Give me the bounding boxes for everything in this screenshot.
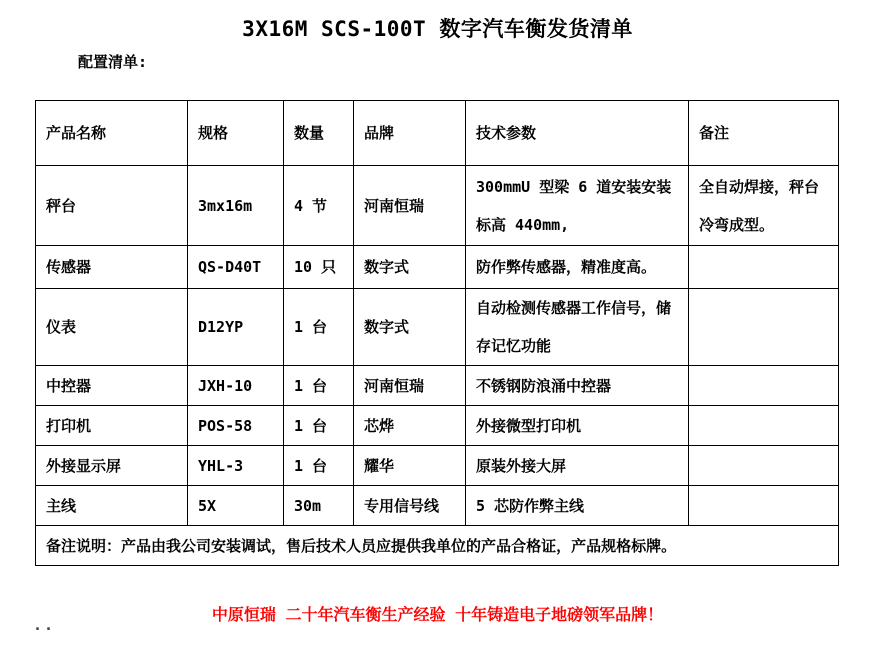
cell-quantity: 30m: [284, 486, 354, 526]
cell-tech-params: 300mmU 型梁 6 道安装安装标高 440mm,: [466, 166, 689, 246]
cell-spec: JXH-10: [188, 366, 284, 406]
cell-spec: D12YP: [188, 289, 284, 366]
cell-brand: 专用信号线: [354, 486, 466, 526]
cell-product-name: 外接显示屏: [36, 446, 188, 486]
note-label: 备注说明：: [46, 536, 122, 555]
cell-tech-params: 5 芯防作弊主线: [466, 486, 689, 526]
cell-quantity: 10 只: [284, 246, 354, 289]
table-row: [36, 366, 839, 406]
cell-brand: 耀华: [354, 446, 466, 486]
cell-tech-params: 自动检测传感器工作信号，储存记忆功能: [466, 289, 689, 366]
col-header-quantity: 数量: [284, 101, 354, 166]
cell-product-name: 传感器: [36, 246, 188, 289]
cell-product-name: 仪表: [36, 289, 188, 366]
table-row: [36, 406, 839, 446]
table-header-row: [36, 101, 839, 166]
cell-quantity: 4 节: [284, 166, 354, 246]
table-row: [36, 486, 839, 526]
table-row: [36, 289, 839, 366]
note-row: [36, 526, 839, 566]
page-mark: ..: [33, 616, 56, 634]
col-header-brand: 品牌: [354, 101, 466, 166]
section-label: 配置清单:: [78, 53, 148, 71]
col-header-spec: 规格: [188, 101, 284, 166]
cell-spec: 3mx16m: [188, 166, 284, 246]
cell-remarks: [689, 246, 839, 289]
cell-remarks: 全自动焊接，秤台冷弯成型。: [689, 166, 839, 246]
cell-brand: 数字式: [354, 246, 466, 289]
cell-brand: 河南恒瑞: [354, 366, 466, 406]
cell-quantity: 1 台: [284, 289, 354, 366]
page-title: 3X16M SCS-100T 数字汽车衡发货清单: [242, 17, 633, 41]
table-row: [36, 246, 839, 289]
cell-product-name: 打印机: [36, 406, 188, 446]
cell-remarks: [689, 486, 839, 526]
cell-tech-params: 外接微型打印机: [466, 406, 689, 446]
cell-remarks: [689, 406, 839, 446]
cell-remarks: [689, 446, 839, 486]
note-text: 备注说明：产品由我公司安装调试，售后技术人员应提供我单位的产品合格证，产品规格标牌。: [36, 526, 839, 566]
footer-slogan: 中原恒瑞 二十年汽车衡生产经验 十年铸造电子地磅领军品牌！: [211, 605, 664, 624]
cell-product-name: 秤台: [36, 166, 188, 246]
cell-spec: 5X: [188, 486, 284, 526]
cell-brand: 芯烨: [354, 406, 466, 446]
cell-product-name: 主线: [36, 486, 188, 526]
cell-spec: QS-D40T: [188, 246, 284, 289]
cell-spec: YHL-3: [188, 446, 284, 486]
cell-remarks: [689, 289, 839, 366]
col-header-product-name: 产品名称: [36, 101, 188, 166]
cell-tech-params: 防作弊传感器，精准度高。: [466, 246, 689, 289]
cell-quantity: 1 台: [284, 446, 354, 486]
cell-quantity: 1 台: [284, 406, 354, 446]
config-table: [35, 100, 839, 566]
cell-brand: 数字式: [354, 289, 466, 366]
cell-tech-params: 原装外接大屏: [466, 446, 689, 486]
table-row: [36, 166, 839, 246]
cell-spec: POS-58: [188, 406, 284, 446]
col-header-remarks: 备注: [689, 101, 839, 166]
cell-tech-params: 不锈钢防浪涌中控器: [466, 366, 689, 406]
cell-product-name: 中控器: [36, 366, 188, 406]
cell-brand: 河南恒瑞: [354, 166, 466, 246]
cell-remarks: [689, 366, 839, 406]
cell-quantity: 1 台: [284, 366, 354, 406]
table-row: [36, 446, 839, 486]
col-header-tech-params: 技术参数: [466, 101, 689, 166]
